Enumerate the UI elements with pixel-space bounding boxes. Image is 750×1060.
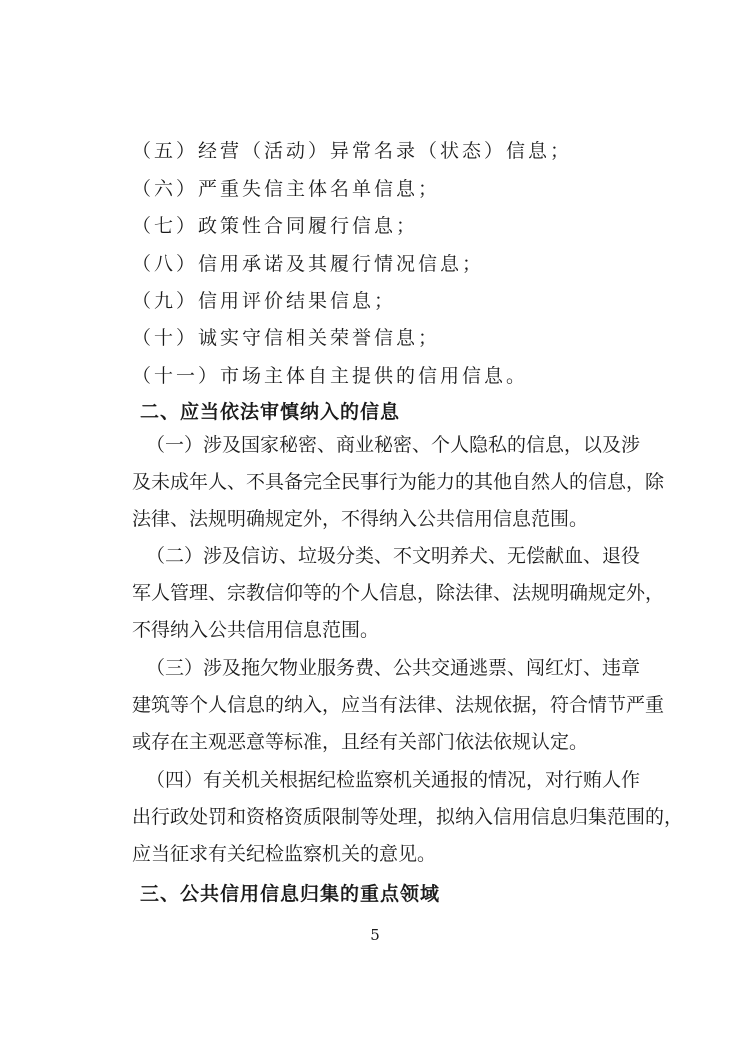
section-heading: 二、应当依法审慎纳入的信息 <box>140 401 401 423</box>
list-item: （十）诚实守信相关荣誉信息； <box>132 327 441 349</box>
paragraph-line: （三）涉及拖欠物业服务费、公共交通逃票、闯红灯、违章 <box>146 657 641 679</box>
paragraph-line: 建筑等个人信息的纳入，应当有法律、法规依据，符合情节严重 <box>132 694 665 716</box>
paragraph-line: 及未成年人、不具备完全民事行为能力的其他自然人的信息，除 <box>132 471 665 493</box>
paragraph <box>132 538 665 649</box>
paragraph-line: （一）涉及国家秘密、商业秘密、个人隐私的信息，以及涉 <box>146 434 641 456</box>
list-item: （六）严重失信主体名单信息； <box>132 178 441 200</box>
paragraph-line: 不得纳入公共信用信息范围。 <box>132 619 380 641</box>
paragraph-line: （四）有关机关根据纪检监察机关通报的情况，对行贿人作 <box>146 769 641 791</box>
list-item: （九）信用评价结果信息； <box>132 290 397 312</box>
list-item: （八）信用承诺及其履行情况信息； <box>132 253 485 275</box>
paragraph-line: 或存在主观恶意等标准，且经有关部门依法依规认定。 <box>132 731 589 753</box>
paragraph-line: 军人管理、宗教信仰等的个人信息，除法律、法规明确规定外， <box>132 582 665 604</box>
paragraph-line: （二）涉及信访、垃圾分类、不文明养犬、无偿献血、退役 <box>146 545 641 567</box>
list-item: （十一）市场主体自主提供的信用信息。 <box>132 365 529 387</box>
paragraph <box>132 762 684 873</box>
list-item: （五）经营（活动）异常名录（状态）信息； <box>132 140 573 162</box>
section-heading: 三、公共信用信息归集的重点领域 <box>140 883 441 905</box>
paragraph-line: 出行政处罚和资格资质限制等处理，拟纳入信用信息归集范围的， <box>132 806 684 828</box>
paragraph-line: 法律、法规明确规定外，不得纳入公共信用信息范围。 <box>132 508 589 530</box>
paragraph <box>132 650 665 761</box>
paragraph <box>132 427 665 538</box>
page-number: 5 <box>370 926 380 944</box>
paragraph-line: 应当征求有关纪检监察机关的意见。 <box>132 843 437 865</box>
list-item: （七）政策性合同履行信息； <box>132 215 419 237</box>
